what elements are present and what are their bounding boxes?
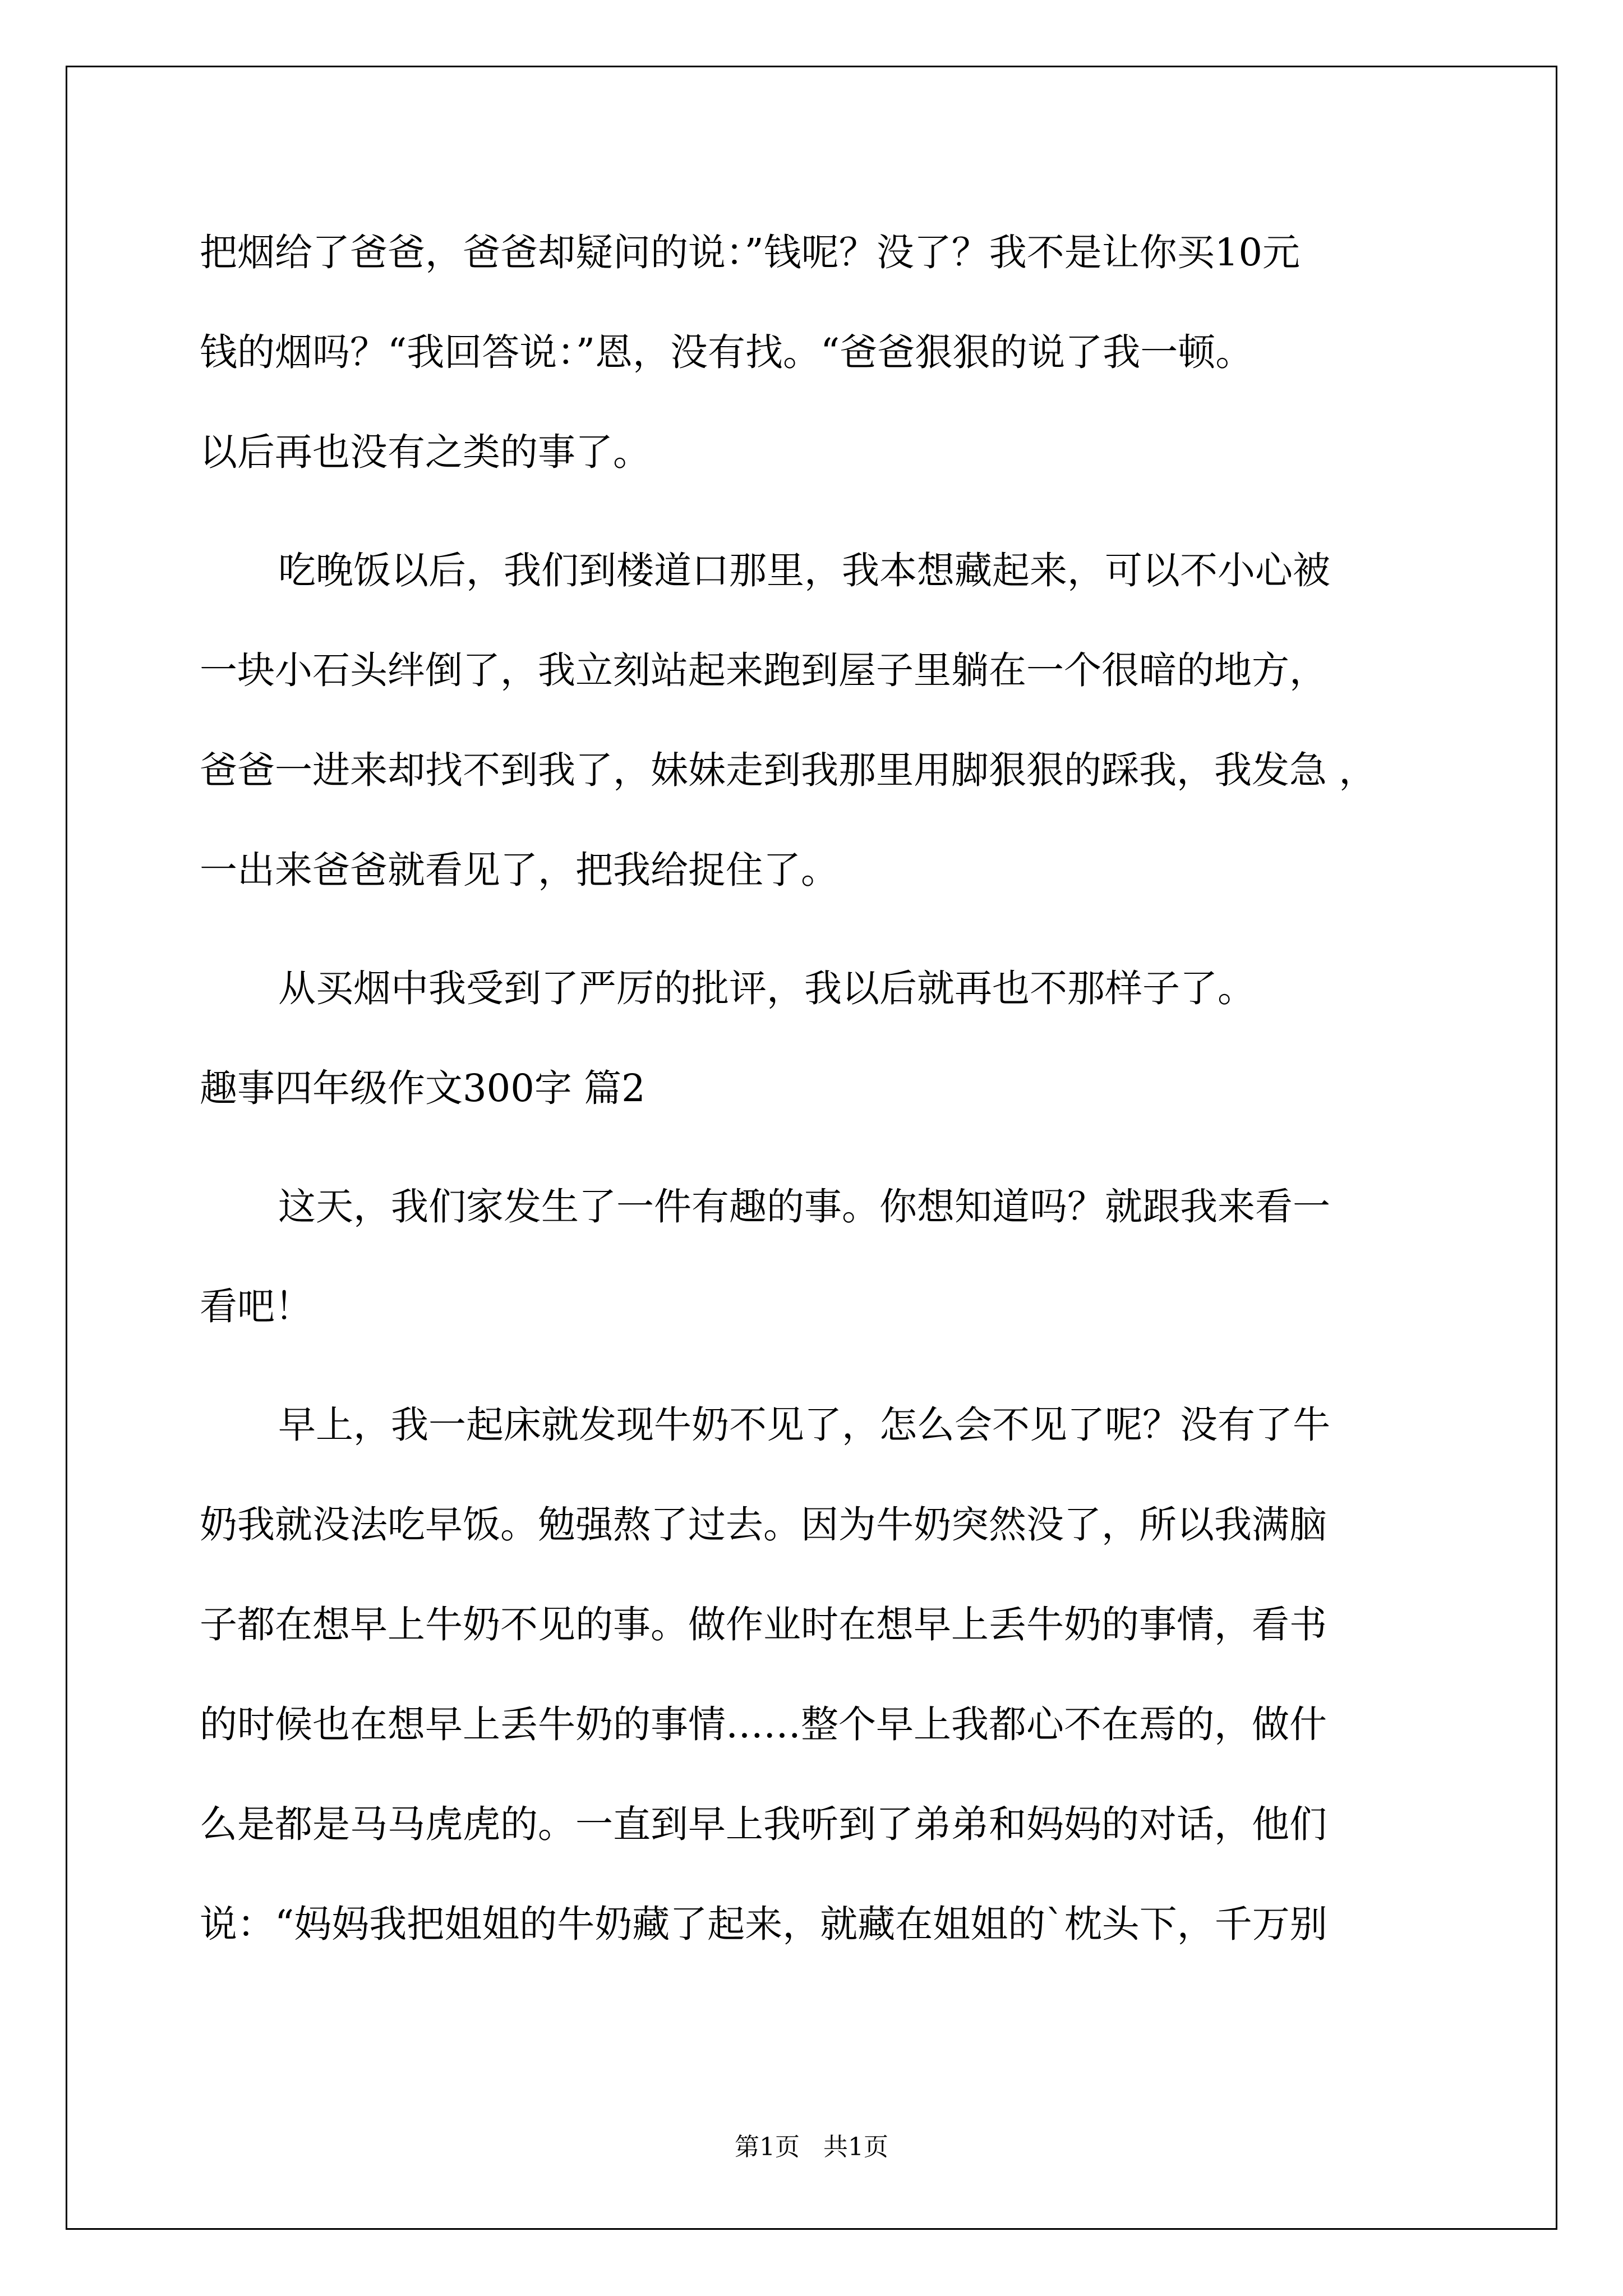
text-line-17: 说：“妈妈我把姐姐的牛奶藏了起来，就藏在姐姐的`枕头下，千万别 — [200, 1902, 1327, 1946]
text-line-10: 这天，我们家发生了一件有趣的事。你想知道吗？就跟我来看一 — [278, 1185, 1330, 1228]
text-line-12: 早上，我一起床就发现牛奶不见了，怎么会不见了呢？没有了牛 — [278, 1403, 1330, 1447]
text-line-13: 奶我就没法吃早饭。勉强熬了过去。因为牛奶突然没了，所以我满脑 — [200, 1503, 1327, 1547]
text-line-15: 的时候也在想早上丢牛奶的事情……整个早上我都心不在焉的，做什 — [200, 1703, 1327, 1746]
text-line-6: 爸爸一进来却找不到我了，妹妹走到我那里用脚狠狠的踩我，我发急 ， — [200, 748, 1377, 792]
section-heading: 趣事四年级作文300字 篇2 — [200, 1066, 645, 1110]
text-line-8: 从买烟中我受到了严厉的批评，我以后就再也不那样子了。 — [278, 967, 1255, 1010]
text-line-4: 吃晚饭以后，我们到楼道口那里，我本想藏起来，可以不小心被 — [278, 549, 1330, 592]
text-line-2: 钱的烟吗？“我回答说：”恩，没有找。“爸爸狠狠的说了我一顿。 — [200, 330, 1253, 374]
text-line-5: 一块小石头绊倒了，我立刻站起来跑到屋子里躺在一个很暗的地方， — [200, 648, 1327, 692]
text-line-16: 么是都是马马虎虎的。一直到早上我听到了弟弟和妈妈的对话，他们 — [200, 1802, 1327, 1846]
page-footer: 第1页 共1页 — [735, 2133, 888, 2161]
text-line-3: 以后再也没有之类的事了。 — [200, 430, 651, 474]
text-line-7: 一出来爸爸就看见了，把我给捉住了。 — [200, 848, 838, 892]
text-line-1: 把烟给了爸爸，爸爸却疑问的说：”钱呢？没了？我不是让你买10元 — [200, 231, 1301, 274]
text-line-14: 子都在想早上牛奶不见的事。做作业时在想早上丢牛奶的事情，看书 — [200, 1603, 1327, 1646]
text-line-11: 看吧！ — [200, 1285, 312, 1328]
